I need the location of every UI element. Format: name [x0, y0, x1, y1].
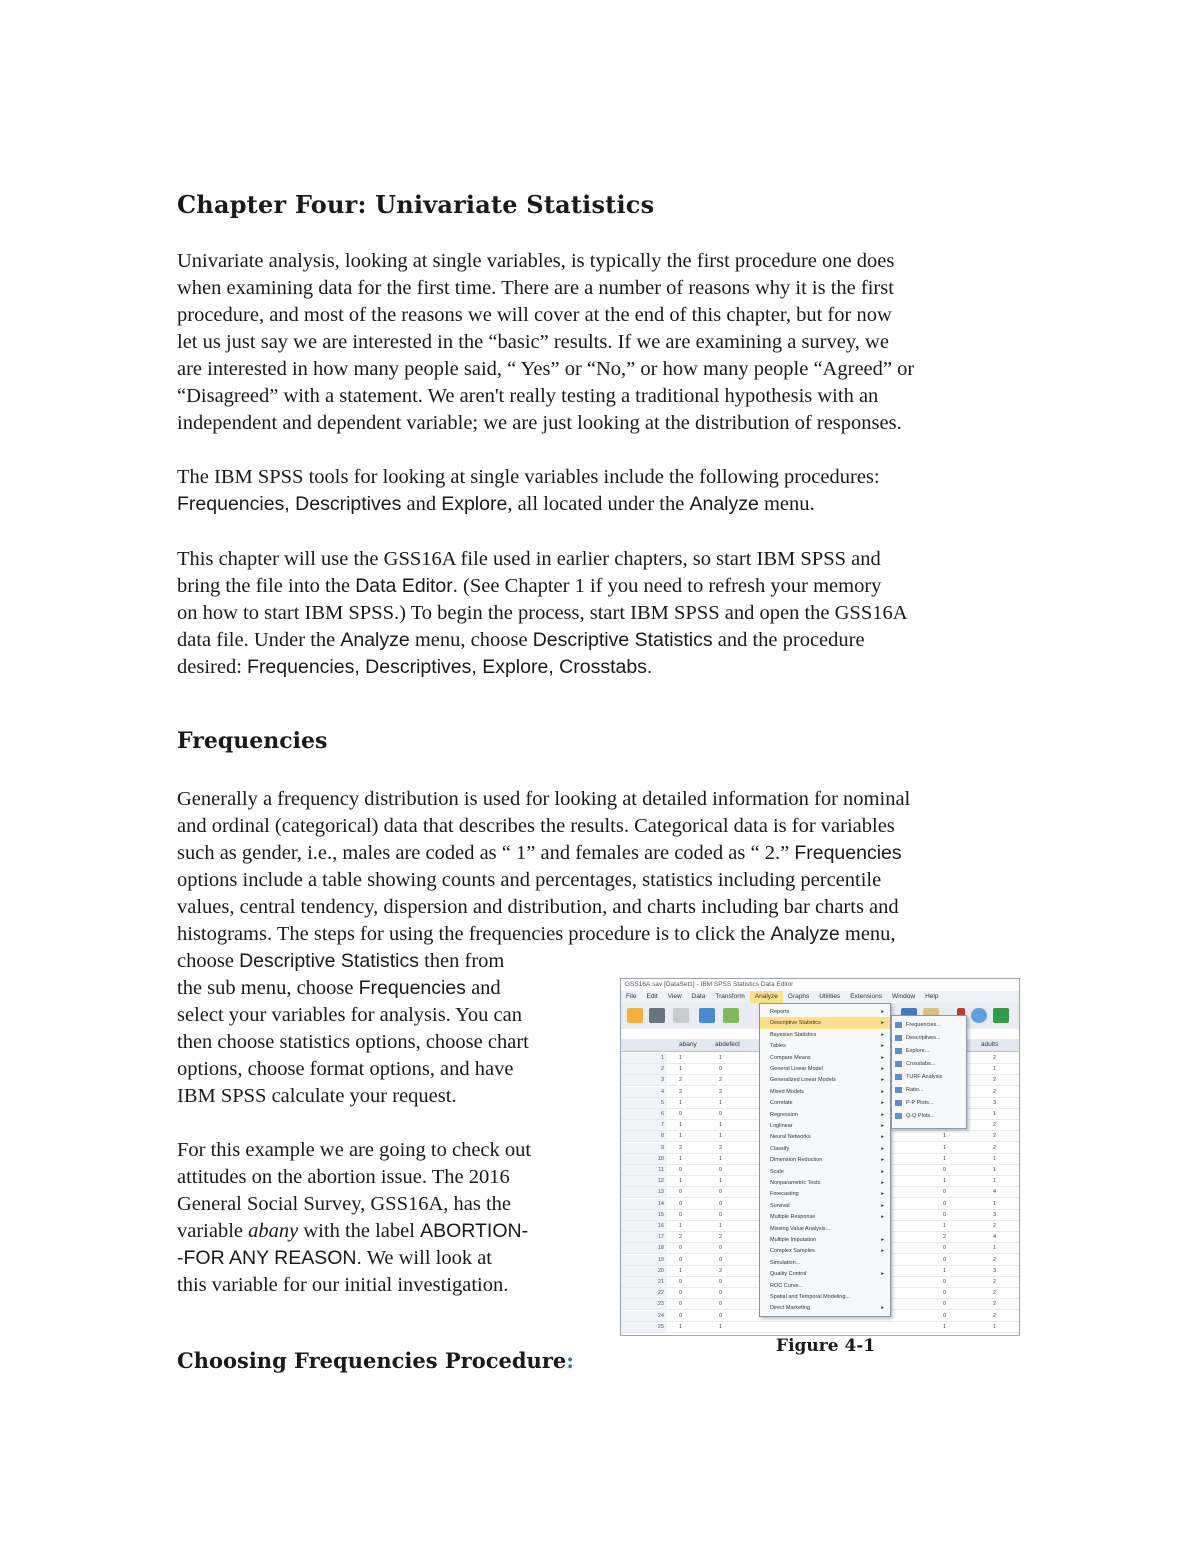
table-cell[interactable]: 0: [679, 1256, 683, 1263]
table-cell[interactable]: 0: [719, 1211, 723, 1218]
analyze-menu-item[interactable]: Descriptive Statistics ▸: [760, 1017, 890, 1029]
table-cell[interactable]: 1: [943, 1267, 947, 1274]
use-sets-icon: [971, 1008, 987, 1023]
table-cell[interactable]: 0: [719, 1279, 723, 1285]
intro-line: when examining data for the first time. There are a number of reasons why it is the first: [177, 277, 894, 299]
table-cell[interactable]: 0: [943, 1256, 947, 1263]
table-cell[interactable]: 0: [679, 1211, 683, 1218]
table-cell[interactable]: 2: [679, 1234, 683, 1241]
analyze-menu-item[interactable]: Multiple Imputation ▸: [760, 1234, 890, 1246]
analyze-menu-item[interactable]: Correlate ▸: [760, 1097, 890, 1109]
row-number[interactable]: 12: [621, 1176, 667, 1186]
table-cell[interactable]: 0: [943, 1200, 947, 1207]
table-cell[interactable]: 0: [719, 1167, 723, 1173]
submenu-arrow-icon: ▸: [881, 1248, 884, 1255]
submenu-arrow-icon: ▸: [881, 1305, 884, 1312]
table-cell[interactable]: 0: [719, 1200, 723, 1207]
table-cell[interactable]: 2: [993, 1055, 997, 1061]
menu-file[interactable]: File: [626, 993, 637, 1000]
submenu-arrow-icon: ▸: [881, 1054, 884, 1061]
procedures-text: Frequencies, Descriptives: [177, 493, 402, 515]
chapter-heading: Chapter Four: Univariate Statistics: [177, 190, 655, 219]
table-cell[interactable]: 2: [993, 1122, 997, 1129]
table-cell[interactable]: 1: [719, 1223, 723, 1229]
submenu-arrow-icon: ▸: [881, 1100, 884, 1107]
table-cell[interactable]: 1: [679, 1178, 683, 1185]
table-cell[interactable]: 2: [993, 1290, 997, 1297]
analyze-menu-item[interactable]: Generalized Linear Models ▸: [760, 1074, 890, 1086]
table-cell[interactable]: 0: [719, 1290, 723, 1297]
row-number[interactable]: 14: [621, 1199, 667, 1209]
table-cell[interactable]: 0: [679, 1301, 683, 1308]
procedures-list: Frequencies, Descriptives, Explore, Crosstabs.: [247, 656, 653, 678]
row-number[interactable]: 22: [621, 1288, 667, 1298]
analyze-menu-item[interactable]: Neural Networks ▸: [760, 1131, 890, 1143]
procedure-icon: [895, 1048, 902, 1054]
procedure-icon: [895, 1087, 902, 1093]
analyze-menu-item[interactable]: Multiple Response ▸: [760, 1211, 890, 1223]
analyze-menu-item[interactable]: Compare Means ▸: [760, 1052, 890, 1064]
analyze-menu-item[interactable]: Survival ▸: [760, 1200, 890, 1212]
submenu-arrow-icon: ▸: [881, 1111, 884, 1118]
row-number[interactable]: 18: [621, 1243, 667, 1253]
submenu-arrow-icon: ▸: [881, 1020, 884, 1027]
table-row[interactable]: [621, 1322, 1019, 1333]
table-cell[interactable]: 2: [719, 1267, 723, 1274]
submenu-arrow-icon: ▸: [881, 1237, 884, 1243]
table-cell[interactable]: 3: [993, 1099, 997, 1106]
table-cell[interactable]: 1: [679, 1223, 683, 1229]
submenu-arrow-icon: ▸: [881, 1031, 884, 1038]
tools-line: Frequencies, Descriptives and Explore, all located under the Analyze menu.: [177, 493, 815, 515]
descriptives-menu-item[interactable]: Ratio...: [892, 1084, 966, 1096]
table-cell[interactable]: 1: [679, 1099, 683, 1106]
table-cell[interactable]: 2: [679, 1077, 683, 1084]
intro-line: Univariate analysis, looking at single variables, is typically the first procedure one does: [177, 250, 895, 272]
table-cell[interactable]: 1: [719, 1055, 723, 1061]
data-editor-text: Data Editor: [355, 575, 453, 597]
analyze-menu-item[interactable]: Nonparametric Tests ▸: [760, 1177, 890, 1189]
table-cell[interactable]: 0: [679, 1312, 683, 1319]
submenu-arrow-icon: ▸: [881, 1066, 884, 1072]
descriptives-menu-item[interactable]: Frequencies...: [892, 1019, 966, 1031]
table-cell[interactable]: 4: [993, 1189, 997, 1196]
row-number[interactable]: 1: [621, 1053, 667, 1063]
table-cell[interactable]: 1: [719, 1099, 723, 1106]
table-cell[interactable]: 0: [943, 1301, 947, 1308]
frequencies-paragraph: Generally a frequency distribution is used for looking at detailed information for nominal and ordinal (categorical) data that describes the results. Categorical data is for variables such as gender, i.e., males are coded as “ 1” and females are coded as “ 2.” Frequencies options include a table showing counts and percentages, statistics including percentile values, central tendency, dispersion and distribution, and charts including bar charts and histograms. The steps for using the frequencies procedure is to click the Analyze menu, choose Descriptive Statistics then from the sub menu, choose Frequencies and select your variables for analysis. You can then choose statistics options, choose chart options, choose format options, and have IBM SPSS calculate your request.: [177, 788, 911, 1107]
analyze-menu-item[interactable]: Reports ▸: [760, 1006, 890, 1018]
analyze-menu-item[interactable]: Direct Marketing ▸: [760, 1302, 890, 1314]
tools-paragraph: [177, 464, 1037, 518]
example-paragraph: For this example we are going to check out attitudes on the abortion issue. The 2016 General Social Survey, GSS16A, has the variable abany with the label ABORTION- -FOR ANY REASON. We will look at this variable for our initial investigation.: [177, 1139, 532, 1296]
menu-extensions[interactable]: Extensions: [850, 993, 882, 1000]
table-cell[interactable]: 0: [943, 1290, 947, 1297]
table-cell[interactable]: 1: [943, 1323, 947, 1330]
table-cell[interactable]: 2: [993, 1077, 997, 1084]
table-cell[interactable]: 1: [679, 1323, 683, 1330]
row-number[interactable]: 17: [621, 1232, 667, 1242]
submenu-arrow-icon: ▸: [881, 1077, 884, 1084]
procedure-icon: [895, 1074, 902, 1080]
intro-paragraph: [177, 248, 1037, 437]
table-cell[interactable]: 2: [679, 1144, 683, 1151]
print-icon: [673, 1008, 689, 1023]
table-cell[interactable]: 0: [719, 1301, 723, 1308]
table-cell[interactable]: 4: [993, 1234, 997, 1241]
menu-data[interactable]: Data: [691, 993, 706, 1000]
row-number[interactable]: 13: [621, 1187, 667, 1197]
table-cell[interactable]: 0: [943, 1245, 947, 1252]
submenu-arrow-icon: ▸: [881, 1134, 884, 1141]
table-cell[interactable]: 0: [679, 1245, 683, 1252]
row-number[interactable]: 2: [621, 1064, 667, 1074]
submenu-arrow-icon: ▸: [881, 1271, 884, 1278]
row-number[interactable]: 9: [621, 1143, 667, 1153]
table-cell[interactable]: 2: [993, 1256, 997, 1263]
analyze-menu-item[interactable]: Regression ▸: [760, 1109, 890, 1121]
table-cell[interactable]: 2: [993, 1133, 997, 1140]
figure-caption: Figure 4-1: [776, 1336, 876, 1356]
table-cell[interactable]: 1: [719, 1323, 723, 1330]
gss-paragraph: This chapter will use the GSS16A file used in earlier chapters, so start IBM SPSS and bring the file into the Data Editor. (See Chapter 1 if you need to refresh your memory on how to start IBM SPSS.) To begin the process, start IBM SPSS and open the GSS16A data file. Under the Analyze menu, choose Descriptive Statistics and the procedure desired: Frequencies, Descriptives, Explore, Crosstabs.: [177, 548, 908, 678]
submenu-arrow-icon: ▸: [881, 1191, 884, 1198]
submenu-arrow-icon: ▸: [881, 1157, 884, 1164]
menu-bar: [621, 991, 1019, 1003]
table-cell[interactable]: 1: [943, 1144, 947, 1151]
table-cell[interactable]: 2: [993, 1088, 997, 1095]
table-cell[interactable]: 1: [993, 1323, 997, 1330]
table-cell[interactable]: 2: [679, 1088, 683, 1095]
menu-edit[interactable]: Edit: [646, 993, 658, 1000]
row-number[interactable]: 3: [621, 1075, 667, 1085]
table-cell[interactable]: 2: [719, 1077, 723, 1084]
table-cell[interactable]: 1: [993, 1155, 997, 1162]
choosing-frequencies-heading: Choosing Frequencies Procedure:: [177, 1348, 575, 1373]
table-cell[interactable]: 1: [993, 1178, 997, 1185]
analyze-menu-item[interactable]: Bayesian Statistics ▸: [760, 1029, 890, 1041]
spss-screenshot-figure: [620, 978, 1020, 1336]
row-number[interactable]: 20: [621, 1266, 667, 1276]
descriptives-menu-item[interactable]: Descriptives...: [892, 1032, 966, 1044]
table-cell[interactable]: 1: [679, 1133, 683, 1140]
menu-view[interactable]: View: [667, 993, 682, 1000]
procedure-icon: [895, 1100, 902, 1106]
row-number[interactable]: 21: [621, 1277, 667, 1287]
analyze-menu: [759, 1003, 891, 1317]
intro-line: “Disagreed” with a statement. We aren't really testing a traditional hypothesis with an: [177, 385, 879, 407]
analyze-menu-item[interactable]: Spatial and Temporal Modeling...: [770, 1294, 851, 1300]
table-cell[interactable]: 0: [719, 1256, 723, 1263]
menu-window[interactable]: Window: [891, 993, 916, 1000]
table-cell[interactable]: 1: [679, 1267, 683, 1274]
analyze-menu-item[interactable]: ROC Curve...: [770, 1282, 804, 1289]
table-cell[interactable]: 0: [679, 1200, 683, 1207]
menu-utilities[interactable]: Utilities: [819, 993, 841, 1000]
analyze-menu-item[interactable]: Forecasting ▸: [760, 1188, 890, 1200]
table-cell[interactable]: 1: [993, 1167, 997, 1173]
row-number[interactable]: 7: [621, 1120, 667, 1130]
analyze-menu-item[interactable]: Classify ▸: [760, 1143, 890, 1155]
submenu-arrow-icon: ▸: [881, 1214, 884, 1221]
submenu-arrow-icon: ▸: [881, 1123, 884, 1129]
analyze-menu-item[interactable]: Dimension Reduction ▸: [760, 1154, 890, 1166]
table-cell[interactable]: 1: [719, 1133, 723, 1140]
descriptive-statistics-submenu: [891, 1015, 967, 1129]
undo-icon: [723, 1008, 739, 1023]
table-cell[interactable]: 3: [993, 1211, 997, 1218]
procedure-icon: [895, 1035, 902, 1041]
analyze-menu-item[interactable]: Tables ▸: [760, 1040, 890, 1052]
submenu-arrow-icon: ▸: [881, 1088, 884, 1095]
procedure-icon: [895, 1113, 902, 1119]
table-cell[interactable]: 2: [993, 1223, 997, 1229]
descriptives-menu-item[interactable]: Crosstabs...: [892, 1058, 966, 1070]
row-number[interactable]: 25: [621, 1322, 667, 1332]
analyze-menu-item[interactable]: Simulation...: [770, 1259, 801, 1266]
column-header: abany: [679, 1041, 697, 1048]
analyze-menu-item[interactable]: Loglinear ▸: [760, 1120, 890, 1132]
analyze-menu-item[interactable]: Quality Control ▸: [760, 1268, 890, 1280]
row-number[interactable]: 11: [621, 1165, 667, 1175]
table-cell[interactable]: 1: [993, 1111, 997, 1117]
spell-check-icon: [993, 1008, 1009, 1023]
row-number[interactable]: 15: [621, 1210, 667, 1220]
submenu-arrow-icon: ▸: [881, 1168, 884, 1175]
table-cell[interactable]: 2: [993, 1144, 997, 1151]
submenu-arrow-icon: ▸: [881, 1009, 884, 1015]
menu-analyze[interactable]: Analyze: [750, 991, 783, 1003]
analyze-menu-item[interactable]: Mixed Models ▸: [760, 1086, 890, 1098]
table-cell[interactable]: 1: [943, 1133, 947, 1140]
intro-line: independent and dependent variable; we are just looking at the distribution of responses.: [177, 412, 902, 434]
analyze-menu-item[interactable]: Scale ▸: [760, 1166, 890, 1178]
analyze-menu-item[interactable]: General Linear Model ▸: [760, 1063, 890, 1075]
table-cell[interactable]: 1: [679, 1155, 683, 1162]
submenu-arrow-icon: ▸: [881, 1043, 884, 1050]
descriptives-menu-item[interactable]: TURF Analysis: [892, 1071, 966, 1083]
row-number[interactable]: 24: [621, 1311, 667, 1321]
descriptives-menu-item[interactable]: P-P Plots...: [892, 1097, 966, 1109]
table-cell[interactable]: 0: [719, 1189, 723, 1196]
table-cell[interactable]: 0: [679, 1189, 683, 1196]
menu-help[interactable]: Help: [925, 993, 939, 1000]
submenu-arrow-icon: ▸: [881, 1145, 884, 1152]
descriptives-menu-item[interactable]: Q-Q Plots...: [892, 1110, 966, 1122]
table-cell[interactable]: 1: [679, 1122, 683, 1129]
procedure-icon: [895, 1061, 902, 1067]
table-cell[interactable]: 0: [679, 1167, 683, 1173]
table-cell[interactable]: 1: [993, 1066, 997, 1073]
table-cell[interactable]: 0: [943, 1167, 947, 1173]
analyze-menu-item[interactable]: Complex Samples ▸: [760, 1245, 890, 1257]
descriptives-menu-item[interactable]: Explore...: [892, 1045, 966, 1057]
row-number[interactable]: 6: [621, 1109, 667, 1119]
table-cell[interactable]: 1: [943, 1155, 947, 1162]
table-cell[interactable]: 2: [993, 1312, 997, 1319]
table-cell[interactable]: 0: [719, 1111, 723, 1117]
table-cell[interactable]: 0: [679, 1279, 683, 1285]
procedure-icon: [895, 1022, 902, 1028]
table-cell[interactable]: 2: [719, 1088, 723, 1095]
window-title: GSS16A.sav [DataSet1] - IBM SPSS Statistics Data Editor: [621, 979, 1019, 991]
row-number[interactable]: 19: [621, 1255, 667, 1265]
menu-transform[interactable]: Transform: [715, 993, 745, 1000]
table-cell[interactable]: 0: [719, 1066, 723, 1073]
row-number[interactable]: 4: [621, 1087, 667, 1097]
table-cell[interactable]: 0: [679, 1290, 683, 1297]
table-cell[interactable]: 0: [679, 1111, 683, 1117]
variable-name: abany: [248, 1220, 299, 1242]
intro-line: procedure, and most of the reasons we will cover at the end of this chapter, but for now: [177, 304, 892, 326]
table-cell[interactable]: 1: [993, 1200, 997, 1207]
table-cell[interactable]: 1: [719, 1178, 723, 1185]
table-cell[interactable]: 0: [943, 1211, 947, 1218]
row-number[interactable]: 10: [621, 1154, 667, 1164]
column-header: abdefect: [715, 1041, 740, 1048]
row-number[interactable]: 8: [621, 1131, 667, 1141]
row-number[interactable]: 16: [621, 1221, 667, 1231]
menu-graphs[interactable]: Graphs: [787, 993, 810, 1000]
table-cell[interactable]: 1: [993, 1245, 997, 1252]
table-cell[interactable]: 1: [719, 1122, 723, 1129]
table-cell[interactable]: 2: [993, 1279, 997, 1285]
table-cell[interactable]: 1: [719, 1155, 723, 1162]
table-cell[interactable]: 0: [943, 1189, 947, 1196]
table-cell[interactable]: 2: [993, 1301, 997, 1308]
table-cell[interactable]: 0: [943, 1312, 947, 1319]
table-cell[interactable]: 2: [943, 1234, 947, 1241]
table-cell[interactable]: 0: [943, 1279, 947, 1285]
tools-line: The IBM SPSS tools for looking at single variables include the following procedures:: [177, 466, 880, 488]
column-header: adults: [981, 1041, 999, 1048]
submenu-arrow-icon: ▸: [881, 1202, 884, 1209]
table-cell[interactable]: 2: [719, 1234, 723, 1241]
row-number[interactable]: 5: [621, 1098, 667, 1108]
submenu-arrow-icon: ▸: [881, 1180, 884, 1186]
table-cell[interactable]: 0: [719, 1312, 723, 1319]
table-cell[interactable]: 3: [993, 1267, 997, 1274]
table-cell[interactable]: 0: [719, 1245, 723, 1252]
open-icon: [627, 1008, 643, 1023]
table-cell[interactable]: 1: [679, 1055, 683, 1061]
table-cell[interactable]: 1: [679, 1066, 683, 1073]
analyze-text: Analyze: [689, 493, 759, 515]
analyze-menu-item[interactable]: Missing Value Analysis...: [770, 1225, 831, 1232]
intro-line: let us just say we are interested in the “basic” results. If we are examining a survey, we: [177, 331, 889, 353]
explore-text: Explore: [441, 493, 508, 515]
frequencies-heading: Frequencies: [177, 728, 328, 754]
table-cell[interactable]: 2: [719, 1144, 723, 1151]
dialog-recall-icon: [699, 1008, 715, 1023]
save-icon: [649, 1008, 665, 1023]
intro-line: are interested in how many people said, “ Yes” or “No,” or how many people “Agreed” or: [177, 358, 915, 380]
row-number[interactable]: 23: [621, 1299, 667, 1309]
table-cell[interactable]: 1: [943, 1223, 947, 1229]
table-cell[interactable]: 1: [943, 1178, 947, 1185]
